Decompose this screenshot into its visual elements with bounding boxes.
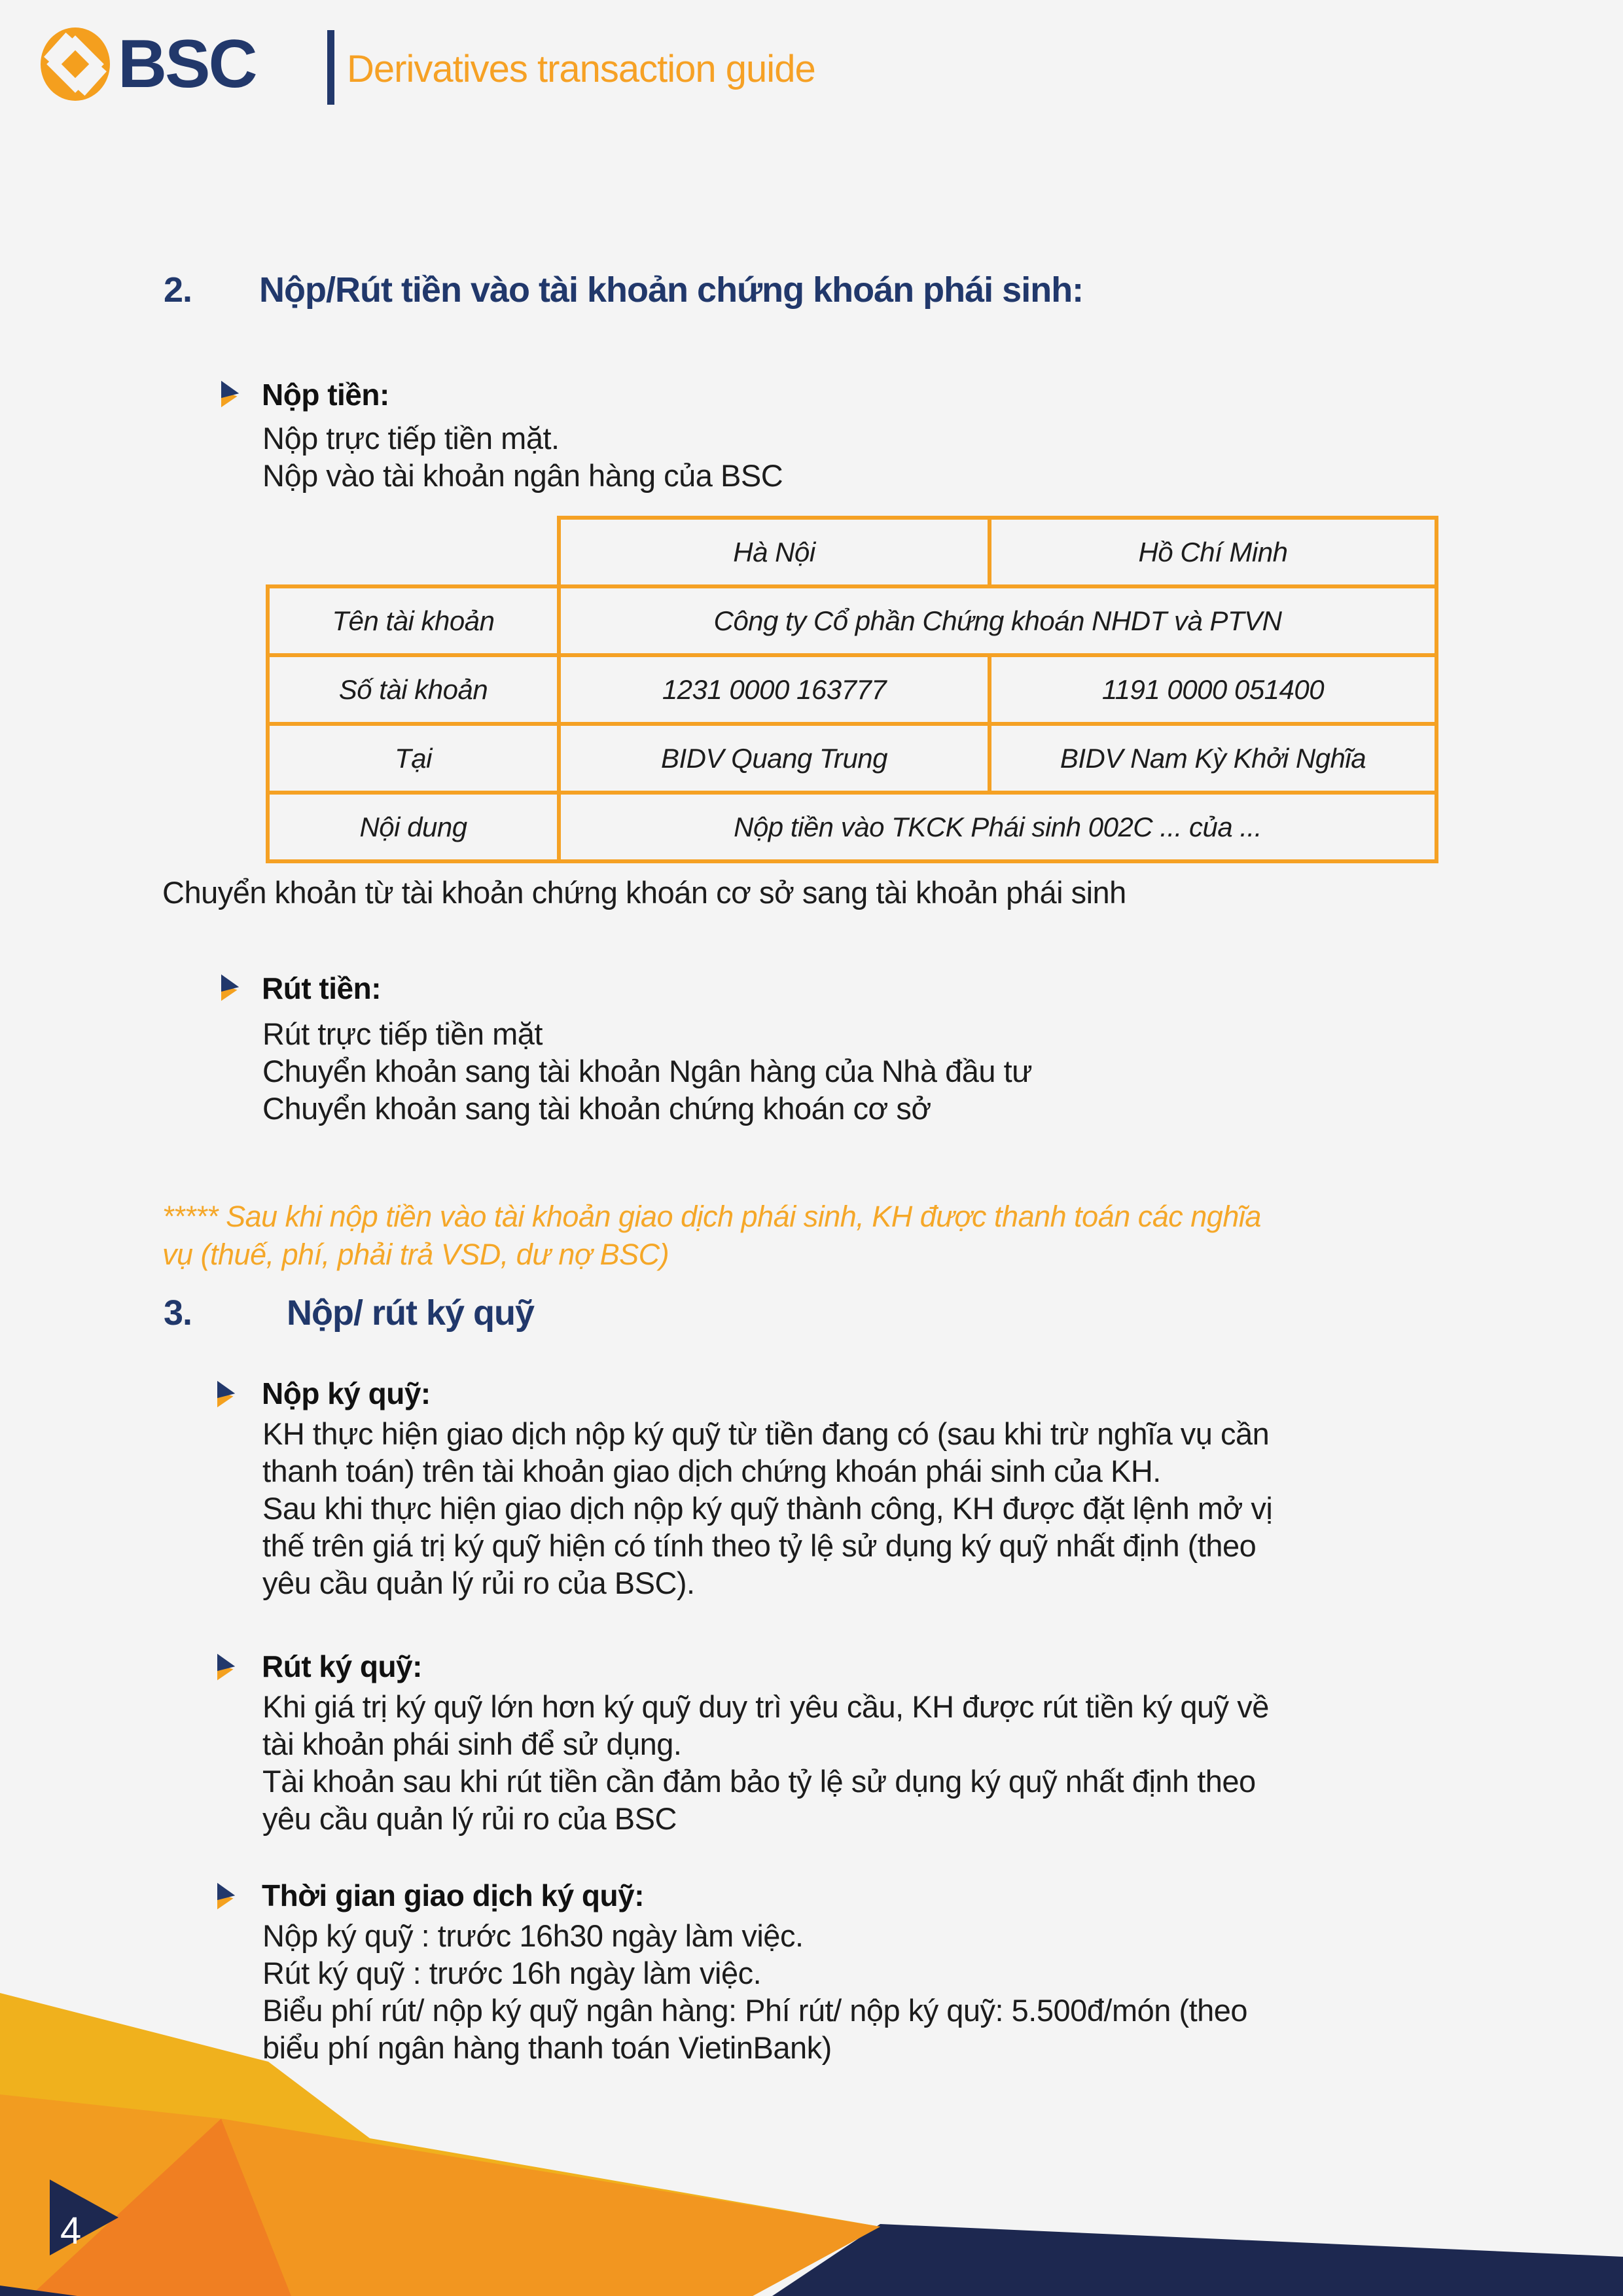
footer-decoration — [0, 1964, 1623, 2296]
deposit-lines — [262, 420, 783, 494]
section-2-number: 2. — [164, 270, 192, 310]
row-label: Tên tài khoản — [268, 586, 559, 655]
text-line: Nộp trực tiếp tiền mặt. — [262, 421, 560, 456]
text-line: Biểu phí rút/ nộp ký quỹ ngân hàng: Phí rút/ nộp ký quỹ: 5.500đ/món (theo — [262, 1993, 1248, 2028]
settlement-note — [162, 1198, 1261, 1274]
margin-withdraw-label: Rút ký quỹ: — [262, 1649, 422, 1683]
bullet-arrow-icon — [217, 1653, 240, 1681]
table-row — [268, 655, 1436, 724]
navy-band-shape — [772, 2224, 1623, 2296]
text-line: thanh toán) trên tài khoản giao dịch chứng khoán phái sinh của KH. — [262, 1454, 1161, 1488]
text-line: biểu phí ngân hàng thanh toán VietinBank) — [262, 2030, 832, 2065]
text-line: Chuyển khoản sang tài khoản chứng khoán cơ sở — [262, 1091, 931, 1126]
section-3-number: 3. — [164, 1293, 192, 1333]
account-name-cell: Công ty Cổ phần Chứng khoán NHDT và PTVN — [559, 586, 1436, 655]
row-label: Nội dung — [268, 793, 559, 861]
withdraw-label: Rút tiền: — [262, 971, 382, 1005]
text-line: ***** Sau khi nộp tiền vào tài khoản giao dịch phái sinh, KH được thanh toán các nghĩa — [162, 1200, 1261, 1233]
row-label: Tại — [268, 724, 559, 793]
text-line: KH thực hiện giao dịch nộp ký quỹ từ tiền đang có (sau khi trừ nghĩa vụ cần — [262, 1416, 1270, 1451]
table-empty-corner — [268, 518, 559, 586]
table-row — [268, 724, 1436, 793]
row-label: Số tài khoản — [268, 655, 559, 724]
text-line: Khi giá trị ký quỹ lớn hơn ký quỹ duy trì yêu cầu, KH được rút tiền ký quỹ về — [262, 1689, 1269, 1724]
bullet-arrow-icon — [217, 1380, 240, 1408]
text-line: vụ (thuế, phí, phải trả VSD, dư nợ BSC) — [162, 1238, 669, 1271]
text-line: Rút trực tiếp tiền mặt — [262, 1016, 543, 1051]
text-line: Nộp vào tài khoản ngân hàng của BSC — [262, 458, 783, 493]
col-header-hanoi: Hà Nội — [559, 518, 990, 586]
text-line: Rút ký quỹ : trước 16h ngày làm việc. — [262, 1956, 762, 1990]
withdraw-lines — [262, 1015, 1032, 1127]
margin-time-label: Thời gian giao dịch ký quỹ: — [262, 1878, 645, 1912]
bullet-arrow-icon — [217, 1882, 240, 1910]
col-header-hcm: Hồ Chí Minh — [990, 518, 1436, 586]
account-number-hanoi: 1231 0000 163777 — [559, 655, 990, 724]
margin-withdraw-lines — [262, 1688, 1269, 1837]
text-line: Tài khoản sau khi rút tiền cần đảm bảo tỷ lệ sử dụng ký quỹ nhất định theo — [262, 1764, 1256, 1799]
header-divider — [327, 30, 334, 105]
text-line: tài khoản phái sinh để sử dụng. — [262, 1727, 682, 1761]
bsc-logo-icon — [41, 27, 110, 101]
bullet-arrow-icon — [221, 380, 243, 408]
page-number: 4 — [60, 2210, 82, 2252]
text-line: Sau khi thực hiện giao dịch nộp ký quỹ thành công, KH được đặt lệnh mở vị — [262, 1491, 1273, 1526]
transfer-content-cell: Nộp tiền vào TKCK Phái sinh 002C ... của ... — [559, 793, 1436, 861]
bank-branch-hanoi: BIDV Quang Trung — [559, 724, 990, 793]
text-line: Nộp ký quỹ : trước 16h30 ngày làm việc. — [262, 1918, 804, 1953]
text-line: thế trên giá trị ký quỹ hiện có tính theo tỷ lệ sử dụng ký quỹ nhất định (theo — [262, 1528, 1257, 1563]
table-row — [268, 586, 1436, 655]
text-line: yêu cầu quản lý rủi ro của BSC). — [262, 1566, 695, 1600]
bank-account-table — [266, 516, 1438, 863]
margin-deposit-label: Nộp ký quỹ: — [262, 1376, 431, 1410]
document-title: Derivatives transaction guide — [347, 48, 815, 90]
bullet-arrow-icon — [221, 973, 243, 1002]
account-number-hcm: 1191 0000 051400 — [990, 655, 1436, 724]
bank-branch-hcm: BIDV Nam Kỳ Khởi Nghĩa — [990, 724, 1436, 793]
text-line: yêu cầu quản lý rủi ro của BSC — [262, 1801, 677, 1836]
table-row — [268, 793, 1436, 861]
orange-right-facet — [221, 2119, 880, 2296]
deposit-label: Nộp tiền: — [262, 378, 389, 412]
section-2-title: Nộp/Rút tiền vào tài khoản chứng khoán phái sinh: — [259, 270, 1084, 310]
text-line: Chuyển khoản sang tài khoản Ngân hàng của Nhà đầu tư — [262, 1054, 1033, 1088]
margin-deposit-lines — [262, 1415, 1272, 1602]
table-header-row — [268, 518, 1436, 586]
logo-wordmark: BSC — [118, 26, 256, 102]
transfer-note: Chuyển khoản từ tài khoản chứng khoán cơ sở sang tài khoản phái sinh — [162, 875, 1126, 910]
header-brand — [41, 27, 256, 101]
section-3-title: Nộp/ rút ký quỹ — [287, 1293, 535, 1333]
